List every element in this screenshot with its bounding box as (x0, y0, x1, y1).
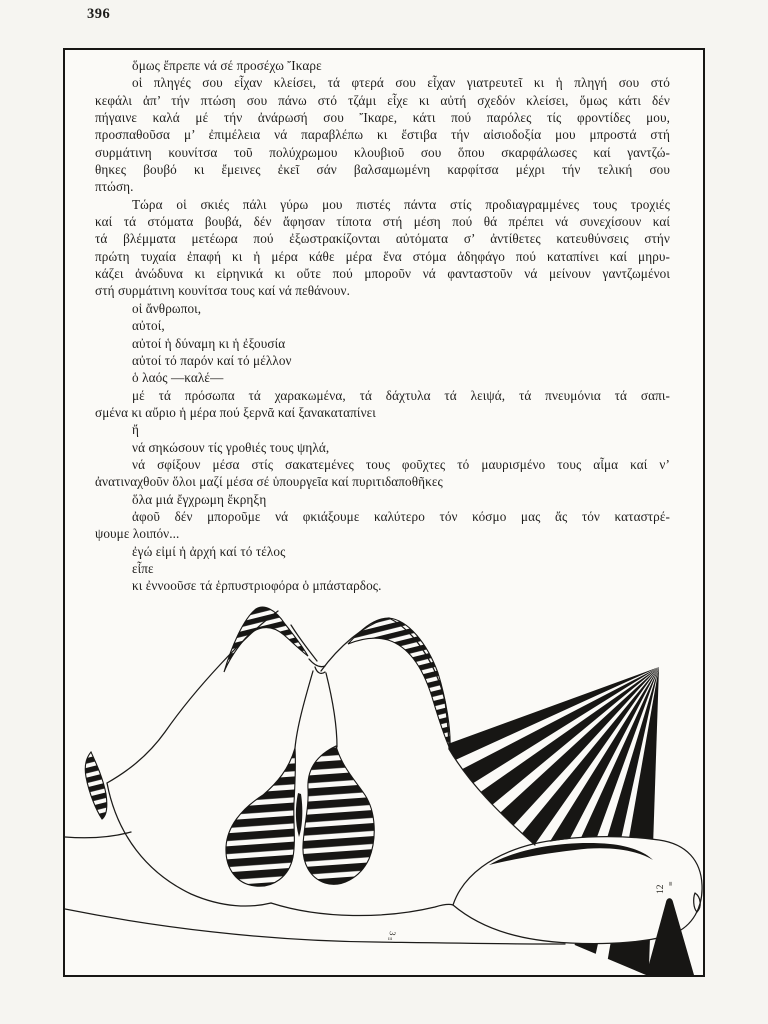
text-line: αὐτοί ἡ δύναμη κι ἡ ἐξουσία (132, 335, 286, 351)
text-line: ἐγώ εἰμί ἡ ἀρχή καί τό τέλος (132, 543, 286, 559)
text-line: νά σφίξουν μέσα στίς σακατεμένες τους φοῦχτες τό μαυρισμένο τους αἷμα καί ν’ (132, 456, 670, 472)
text-line: ὅμως ἔπρεπε νά σέ προσέχω Ἴκαρε (132, 58, 322, 73)
text-block (95, 57, 670, 595)
text-line: κι ἐννοοῦσε τά ἑρπυστριοφόρα ὁ μπάσταρδος. (132, 578, 382, 594)
text-line: Τώρα οἱ σκιές πάλι γύρω μου πιστές πάντα στίς προδιαγραμμένες τους τροχιές (132, 196, 670, 212)
text-line: πρώτη τυχαία ἐπαφή κι ἡ μέρα κάθε μέρα ἕνα στόμα ἀδηφάγο πού καταπίνει καί μηρυ- (95, 248, 670, 264)
page-frame (63, 48, 705, 977)
text-line: νά σηκώσουν τίς γροθιές τους ψηλά, (132, 439, 330, 455)
text-line: ἀνατιναχθοῦν ὅλοι μαζί μέσα σέ ὑπουργεῖα καί πυριτιδαποθῆκες (95, 474, 443, 490)
text-line: ψουμε λοιπόν... (95, 526, 180, 542)
text-line: αὐτοί τό παρόν καί τό μέλλον (132, 352, 292, 368)
page-number: 396 (87, 6, 111, 22)
text-line: εἶπε (132, 560, 154, 576)
text-line: ἤ (132, 422, 139, 438)
text-line: μέ τά πρόσωπα τά χαρακωμένα, τά δάχτυλα τά λειψά, τά πνευμόνια τά σαπι- (132, 387, 670, 403)
text-line: θηκες βουβό κι ἔμεινες ἐκεῖ σάν βαλσαμωμένη καρφίτσα μέχρι τήν τελική σου (95, 162, 670, 178)
text-line: αὐτοί, (132, 318, 165, 334)
text-line: συρμάτινη κουνίτσα τοῦ πολύχρωμου κλουβιοῦ σου ὅπου σκαρφάλωσες καί γαντζώ- (95, 144, 670, 160)
text-line: σμένα κι αὔριο ἡ μέρα πού ξερνᾶ καί ξανακαταπίνει (95, 404, 376, 420)
text-line: πτώση. (95, 179, 134, 195)
mark-bottom-tally: ııı (388, 937, 393, 942)
text-line: ἀφοῦ δέν μποροῦμε νά φκιάξουμε καλύτερο τόν κόσμο μας ἄς τόν καταστρέ- (132, 508, 670, 524)
text-line: προσπαθοῦσα μ’ ἐπιμέλεια νά παραβλέπω κι ἔστιβα τήν αἰσιοδοξία μου μπροστά στή (95, 127, 670, 143)
illustration-drawing (65, 597, 703, 975)
text-line: πήγαινε καλά μέ τήν ἀνάρωσή σου Ἴκαρε, κάτι πού παρόλες τίς φροντίδες μου, (95, 110, 670, 126)
text-line: οἱ ἄνθρωποι, (132, 300, 202, 316)
text-line: ὁ λαός —καλέ— (132, 370, 224, 386)
text-line: κεφάλι ἀπ’ τήν πτώση σου πάνω στό τζάμι εἶχε κι αὐτή σχεδόν κλείσει, ὅμως κάτι δέν (95, 92, 670, 108)
text-line: στή συρμάτινη κουνίτσα τους καί νά πεθάνουν. (95, 283, 350, 299)
mark-bottom-number: 3 (387, 930, 398, 937)
text-line: οἱ πληγές σου εἶχαν κλείσει, τά φτερά σου εἶχαν γιατρευτεῖ κι ἡ πληγή σου στό (132, 75, 670, 91)
mark-right-tally: ≡ (666, 881, 675, 886)
text-line: κάζει ἀνώδυνα κι εἰρηνικά κι οὔτε πού μποροῦν νά φανταστοῦν νά μείνουν γαντζωμένοι (95, 266, 670, 282)
mark-right-number: 12 (656, 884, 666, 894)
text-line: καί τά στόματα βουβά, δέν ἄφησαν τίποτα στή μέση πού θά πρέπει νά συνεχίσουν καί (95, 214, 670, 230)
text-line: τά βλέμματα μετέωρα πού ἐξωστρακίζονται αὐτόματα σ’ ἀντίθετες κατευθύνσεις στήν (95, 231, 670, 247)
text-line: ὅλα μιά ἔγχρωμη ἔκρηξη (132, 491, 267, 507)
